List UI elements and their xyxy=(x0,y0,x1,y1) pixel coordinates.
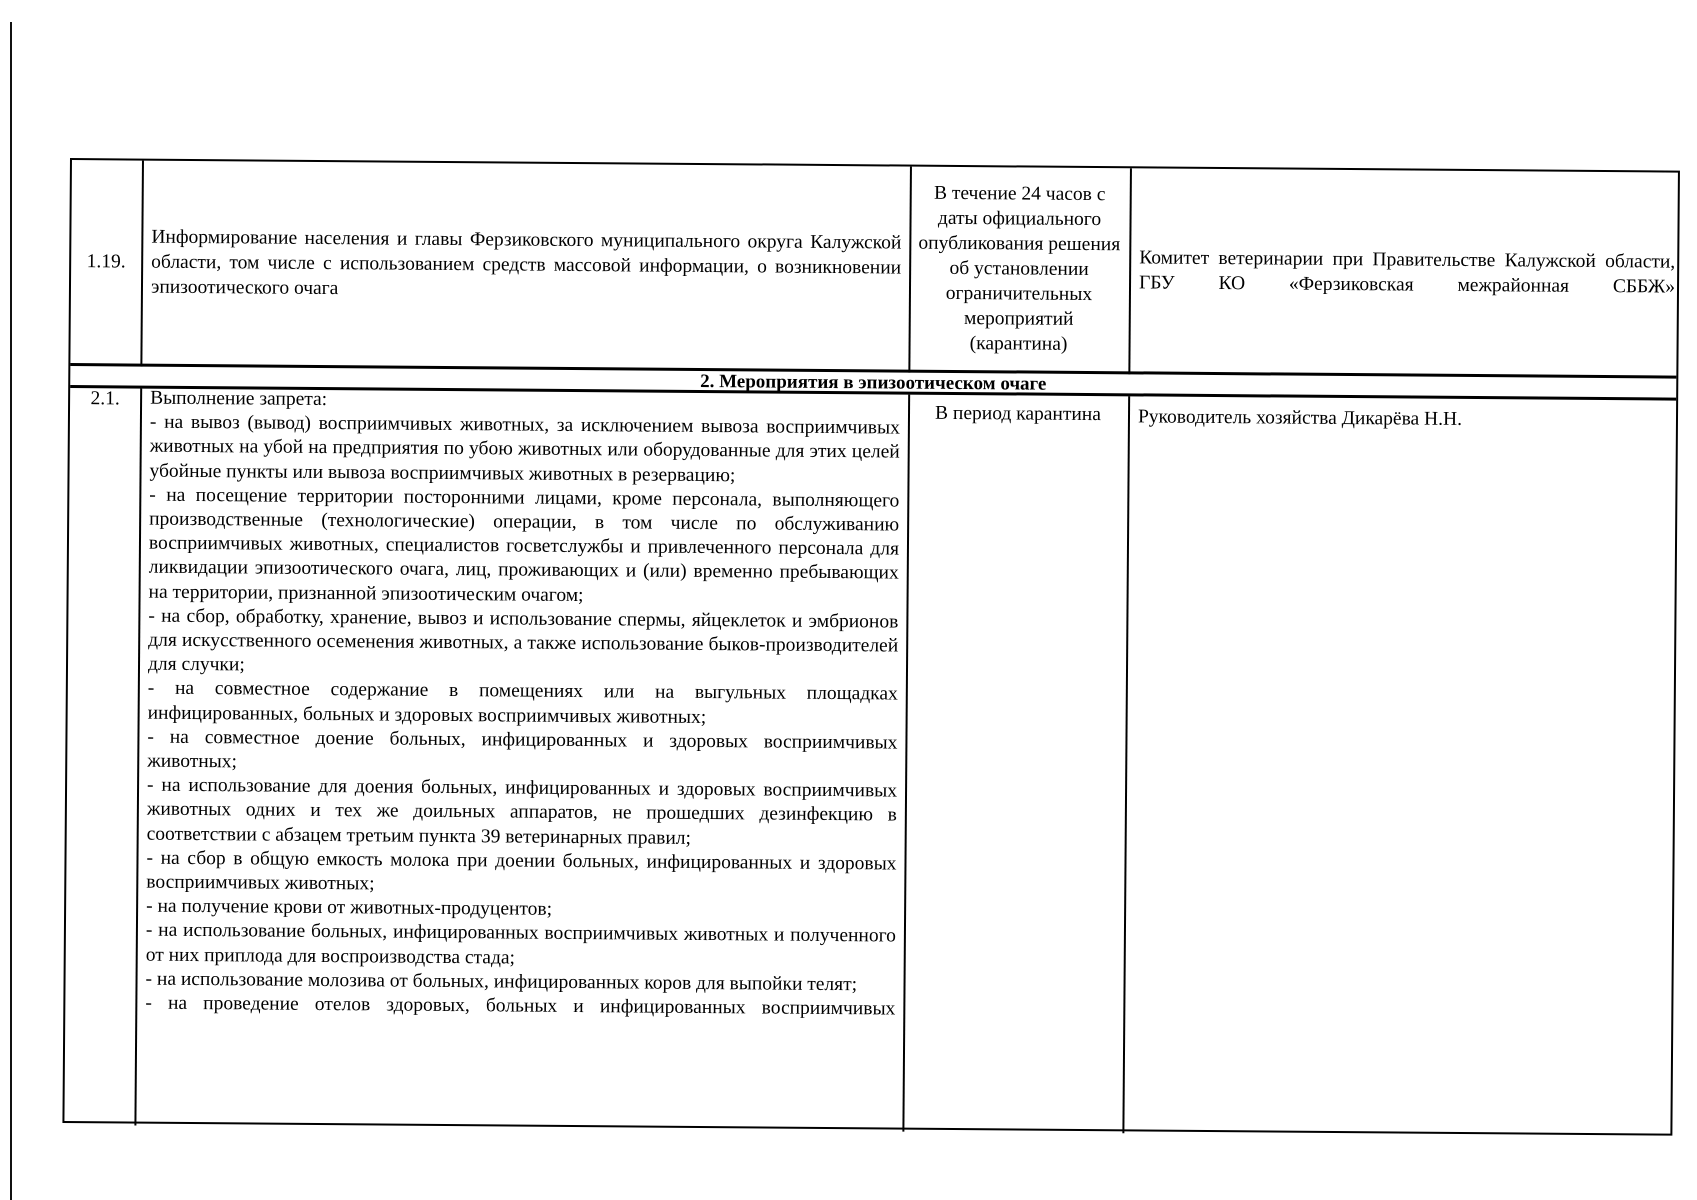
prohibition-item: - на сбор в общую емкость молока при доении больных, инфицированных и здоровых восприимчивых животных; xyxy=(146,847,897,895)
row-number: 1.19. xyxy=(86,251,126,273)
scan-page-edge xyxy=(10,22,12,1200)
column-divider xyxy=(1128,168,1132,374)
deadline-cell xyxy=(912,401,1124,428)
responsible-line: ГБУ КО «Ферзиковская межрайонная СББЖ» xyxy=(1138,271,1676,298)
activity-cell xyxy=(150,161,902,370)
deadline-text: В период карантина xyxy=(935,402,1102,426)
deadline-text: В течение 24 часов с даты официального опубликования решения об установлении ограничительных мероприятий (карантина) xyxy=(918,182,1121,355)
prohibition-item: - на использование молозива от больных, инфицированных коров для выпойки телят; xyxy=(145,968,858,996)
deadline-cell xyxy=(912,167,1126,372)
prohibition-item: - на сбор, обработку, хранение, вывоз и использование спермы, яйцеклеток и эмбрионов для искусственного осеменения животных, а также использование быков-производителей для случки; xyxy=(147,605,899,676)
column-divider xyxy=(908,167,912,373)
prohibition-item: - на получение крови от животных-продуцентов; xyxy=(146,895,553,921)
responsible-cell xyxy=(1138,404,1674,433)
prohibition-item: - на использование для доения больных, инфицированных и здоровых восприимчивых животных одних и тех же доильных аппаратов, не прошедших дезинфекцию в соответствии с абзацем третьим пункта 39 ветеринарных правил; xyxy=(146,774,898,849)
measures-table xyxy=(62,158,1680,1136)
prohibition-item: - на использование больных, инфицированных восприимчивых животных и полученного от них приплода для воспроизводства стада; xyxy=(145,920,896,969)
column-divider xyxy=(1122,396,1130,1133)
prohibition-item: - на проведение отелов здоровых, больных и инфицированных восприимчивых xyxy=(145,992,896,1020)
prohibition-item: - на совместное доение больных, инфицированных и здоровых восприимчивых животных; xyxy=(147,726,898,773)
row-number-cell xyxy=(70,386,140,412)
responsible-cell xyxy=(1138,168,1676,375)
prohibition-item: - на совместное содержание в помещениях или на выгульных площадках инфицированных, больных и здоровых восприимчивых животных; xyxy=(147,678,898,728)
row-number-cell xyxy=(70,160,142,364)
activity-cell xyxy=(145,387,900,1022)
responsible-line: Комитет ветеринарии при Правительстве Калужской области, xyxy=(1139,246,1676,273)
section-heading: 2. Мероприятия в эпизоотическом очаге xyxy=(70,366,1676,401)
row-number: 2.1. xyxy=(90,388,120,410)
prohibition-intro: Выполнение запрета: xyxy=(150,387,328,411)
column-divider xyxy=(902,395,910,1132)
responsible-text: Руководитель хозяйства Дикарёва Н.Н. xyxy=(1137,406,1463,430)
activity-text: Информирование населения и главы Ферзиковского муниципального округа Калужской области, том числе с использованием средств массовой информации, о возникновении эпизоотического очага xyxy=(150,226,902,300)
prohibition-item: - на вывоз (вывод) восприимчивых животных, за исключением вывоза восприимчивых животных на убой на предприятия по убою животных или оборудованные для этих целей убойные пункты или вывоза восприимчивых животных в резервацию; xyxy=(149,411,900,486)
table-row xyxy=(64,388,1676,1138)
column-divider xyxy=(134,389,142,1126)
table-row xyxy=(70,160,1678,379)
prohibition-item: - на посещение территории посторонними лицами, кроме персонала, выполняющего производственные (технологические) операции, в том числе по обслуживанию восприимчивых животных, специалистов госветслужбы и привлеченного персонала для ликвидации эпизоотического очага, лиц, проживающих и (или) временно пребывающих на территории, признанной эпизоотическим очагом; xyxy=(148,484,900,606)
